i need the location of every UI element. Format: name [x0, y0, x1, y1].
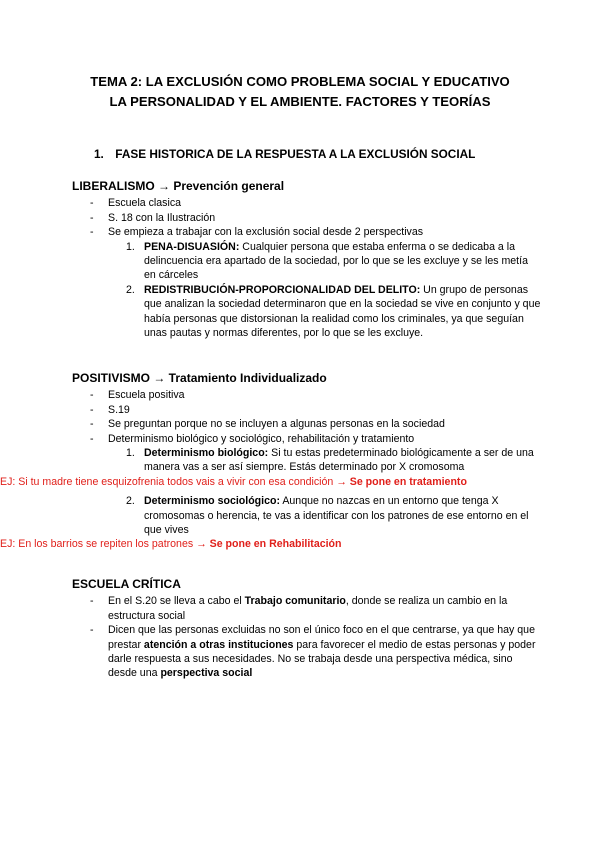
liberalismo-list	[72, 196, 542, 239]
example-1	[0, 475, 530, 489]
item-text: Un grupo de personas que analizan la sociedad determinaron que en la sociedad se vive en conjunto y que había personas que distorsionan la realidad como los criminales, ya que seguían unas pautas y normas diferentes, por lo que se les excluye.	[144, 283, 541, 339]
title-line-1: TEMA 2: LA EXCLUSIÓN COMO PROBLEMA SOCIAL Y EDUCATIVO	[90, 74, 510, 89]
example-bold: Se pone en tratamiento	[349, 475, 467, 488]
escuela-critica-list	[72, 594, 542, 680]
list-item: - S.19	[72, 403, 542, 417]
item-number: 1.	[126, 446, 135, 459]
term: REDISTRIBUCIÓN-PROPORCIONALIDAD DEL DELITO:	[144, 283, 421, 296]
determinismo-sociologico-item	[72, 494, 542, 537]
title-line-2: LA PERSONALIDAD Y EL AMBIENTE. FACTORES Y TEORÍAS	[109, 93, 491, 109]
text-span: En el S.20 se lleva a cabo el	[108, 595, 245, 608]
list-item	[72, 594, 542, 623]
example-text: EJ: Si tu madre tiene esquizofrenia todos vais a vivir con esa condición →	[0, 475, 350, 488]
positivismo-heading: POSITIVISMO → Tratamiento Individualizado	[72, 371, 327, 385]
bold-span: Trabajo comunitario	[244, 595, 346, 608]
text-span: Dicen que las personas excluidas no son el único foco en el que centrarse, ya que hay que prestar	[108, 624, 535, 651]
bold-span: atención a otras instituciones	[143, 638, 294, 651]
perspective-item	[72, 283, 542, 341]
list-item: - Determinismo biológico y sociológico, rehabilitación y tratamiento	[72, 432, 542, 446]
determinismo-list-2	[72, 494, 542, 537]
liberalismo-heading: LIBERALISMO → Prevención general	[72, 179, 285, 193]
item-number: 2.	[126, 283, 135, 296]
list-item: - Se empieza a trabajar con la exclusión social desde 2 perspectivas	[72, 225, 542, 239]
item-number: 1.	[126, 240, 135, 253]
perspective-item	[72, 240, 542, 283]
term: Determinismo biológico:	[144, 446, 269, 459]
item-text: Si tu estas predeterminado biológicamente a ser de una manera vas a ser así siempre. Estás determinado por X cromosoma	[144, 446, 534, 474]
example-bold: Se pone en Rehabilitación	[209, 538, 342, 551]
document-title	[0, 72, 600, 111]
positivismo-block	[0, 370, 542, 552]
section-1-number: 1.	[94, 147, 104, 161]
escuela-critica-block	[72, 576, 542, 681]
determinismo-biologico-item	[72, 446, 542, 475]
list-item	[72, 623, 542, 681]
term: PENA-DISUASIÓN:	[144, 240, 240, 253]
text-span: , donde se realiza un cambio en la estructura social	[108, 595, 508, 622]
list-item: - Escuela positiva	[72, 388, 542, 402]
escuela-critica-heading: ESCUELA CRÍTICA	[72, 577, 181, 591]
liberalismo-block	[72, 178, 542, 340]
positivismo-list	[72, 388, 542, 446]
list-item: - S. 18 con la Ilustración	[72, 211, 542, 225]
list-item: - Se preguntan porque no se incluyen a algunas personas en la sociedad	[72, 417, 542, 431]
section-1-heading	[94, 146, 475, 162]
example-text: EJ: En los barrios se repiten los patrones →	[0, 538, 210, 551]
item-number: 2.	[126, 495, 135, 508]
list-item: - Escuela clasica	[72, 196, 542, 210]
example-2	[0, 537, 542, 551]
section-1-title: FASE HISTORICA DE LA RESPUESTA A LA EXCLUSIÓN SOCIAL	[115, 147, 476, 161]
item-text: Aunque no nazcas en un entorno que tenga X cromosomas o herencia, te vas a identificar con los patrones de ese entorno en el que vives	[144, 495, 529, 536]
item-text: Cualquier persona que estaba enferma o se dedicaba a la delincuencia era apartado de la sociedad, por lo que se les excluye y se les metía en cárceles	[144, 240, 528, 282]
liberalismo-perspectives	[72, 240, 542, 341]
bold-span: perspectiva social	[160, 667, 253, 680]
determinismo-list-1	[72, 446, 542, 475]
term: Determinismo sociológico:	[144, 495, 280, 508]
text-span: para favorecer el medio de estas personas y poder darle respuesta a sus necesidades. No se trabaja desde una perspectiva médica, sino desde una	[108, 638, 536, 680]
